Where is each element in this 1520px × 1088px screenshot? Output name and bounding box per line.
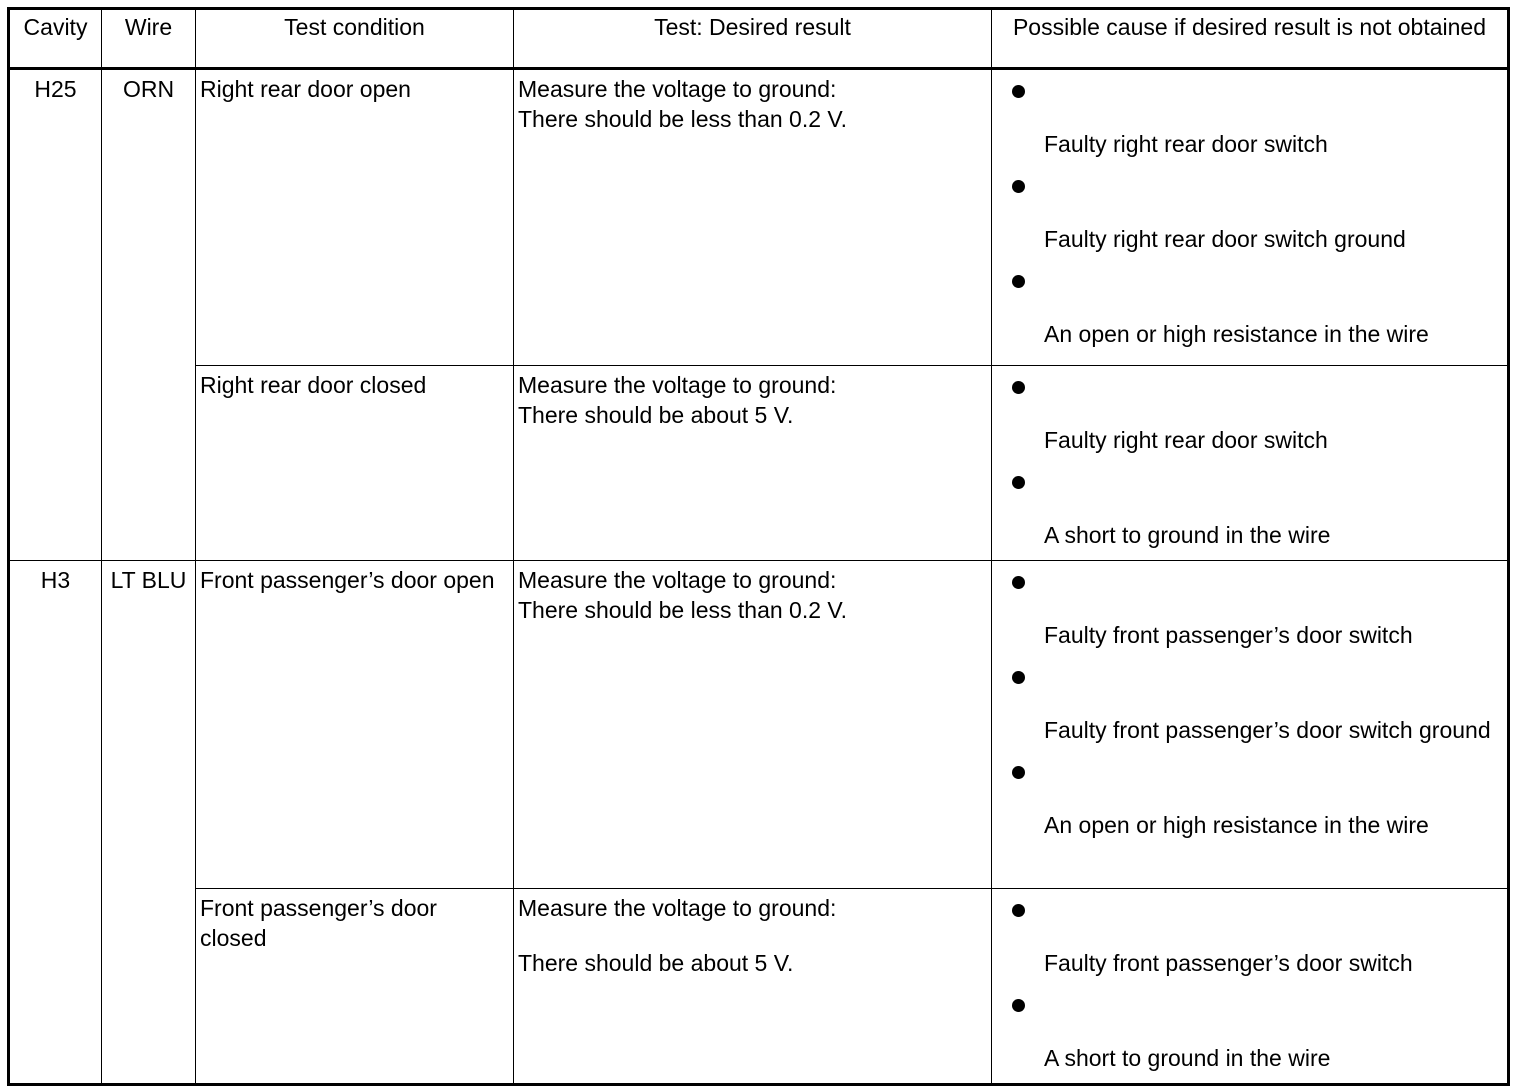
- test-condition-cell: Front passenger’s door open: [196, 561, 514, 889]
- table-row: [9, 366, 1509, 561]
- cause-list: [992, 889, 1507, 1073]
- header-desired-result: Test: Desired result: [514, 9, 992, 69]
- header-cavity: Cavity: [9, 9, 102, 69]
- table-row: [9, 561, 1509, 889]
- result-expected: There should be about 5 V.: [518, 950, 794, 976]
- desired-result-cell: [514, 366, 992, 561]
- cause-text: An open or high resistance in the wire: [1044, 321, 1429, 347]
- cause-text: Faulty front passenger’s door switch: [1044, 622, 1413, 648]
- list-item: [992, 465, 1507, 550]
- possible-cause-cell: [992, 69, 1509, 366]
- desired-result-cell: [514, 889, 992, 1085]
- list-item: [992, 755, 1507, 840]
- header-row: [9, 9, 1509, 69]
- diagnostic-table: [7, 7, 1510, 1086]
- possible-cause-cell: [992, 889, 1509, 1085]
- result-instruction: Measure the voltage to ground:: [518, 372, 837, 398]
- list-item: [992, 660, 1507, 745]
- cause-text: Faulty front passenger’s door switch ground: [1044, 717, 1491, 743]
- header-wire: Wire: [102, 9, 196, 69]
- list-item: [992, 74, 1507, 159]
- result-instruction: Measure the voltage to ground:: [518, 895, 837, 921]
- cavity-cell: H25: [9, 69, 102, 561]
- table-row: [9, 69, 1509, 366]
- cause-list: [992, 70, 1507, 349]
- list-item: [992, 370, 1507, 455]
- header-test-condition: Test condition: [196, 9, 514, 69]
- result-expected: There should be less than 0.2 V.: [518, 597, 848, 623]
- wire-cell: ORN: [102, 69, 196, 561]
- result-instruction: Measure the voltage to ground:: [518, 76, 837, 102]
- bullet-icon: [1012, 766, 1025, 779]
- bullet-icon: [1012, 85, 1025, 98]
- possible-cause-cell: [992, 366, 1509, 561]
- list-item: [992, 893, 1507, 978]
- bullet-icon: [1012, 904, 1025, 917]
- cause-list: [992, 561, 1507, 840]
- cause-text: Faulty right rear door switch: [1044, 427, 1328, 453]
- bullet-icon: [1012, 576, 1025, 589]
- list-item: [992, 169, 1507, 254]
- bullet-icon: [1012, 381, 1025, 394]
- bullet-icon: [1012, 275, 1025, 288]
- possible-cause-cell: [992, 561, 1509, 889]
- bullet-icon: [1012, 671, 1025, 684]
- test-condition-cell: Right rear door closed: [196, 366, 514, 561]
- result-instruction: Measure the voltage to ground:: [518, 567, 837, 593]
- result-expected: There should be about 5 V.: [518, 402, 794, 428]
- list-item: [992, 264, 1507, 349]
- cavity-cell: H3: [9, 561, 102, 1085]
- bullet-icon: [1012, 476, 1025, 489]
- test-condition-cell: Front passenger’s door closed: [196, 889, 514, 1085]
- list-item: [992, 565, 1507, 650]
- desired-result-cell: [514, 561, 992, 889]
- bullet-icon: [1012, 180, 1025, 193]
- wire-cell: LT BLU: [102, 561, 196, 1085]
- cause-text: Faulty right rear door switch ground: [1044, 226, 1406, 252]
- table-row: [9, 889, 1509, 1085]
- test-condition-cell: Right rear door open: [196, 69, 514, 366]
- cause-text: An open or high resistance in the wire: [1044, 812, 1429, 838]
- desired-result-cell: [514, 69, 992, 366]
- cause-text: A short to ground in the wire: [1044, 1045, 1331, 1071]
- bullet-icon: [1012, 999, 1025, 1012]
- result-expected: There should be less than 0.2 V.: [518, 106, 848, 132]
- cause-list: [992, 366, 1507, 550]
- cause-text: Faulty front passenger’s door switch: [1044, 950, 1413, 976]
- cause-text: Faulty right rear door switch: [1044, 131, 1328, 157]
- header-possible-cause: Possible cause if desired result is not obtained: [992, 9, 1509, 69]
- list-item: [992, 988, 1507, 1073]
- cause-text: A short to ground in the wire: [1044, 522, 1331, 548]
